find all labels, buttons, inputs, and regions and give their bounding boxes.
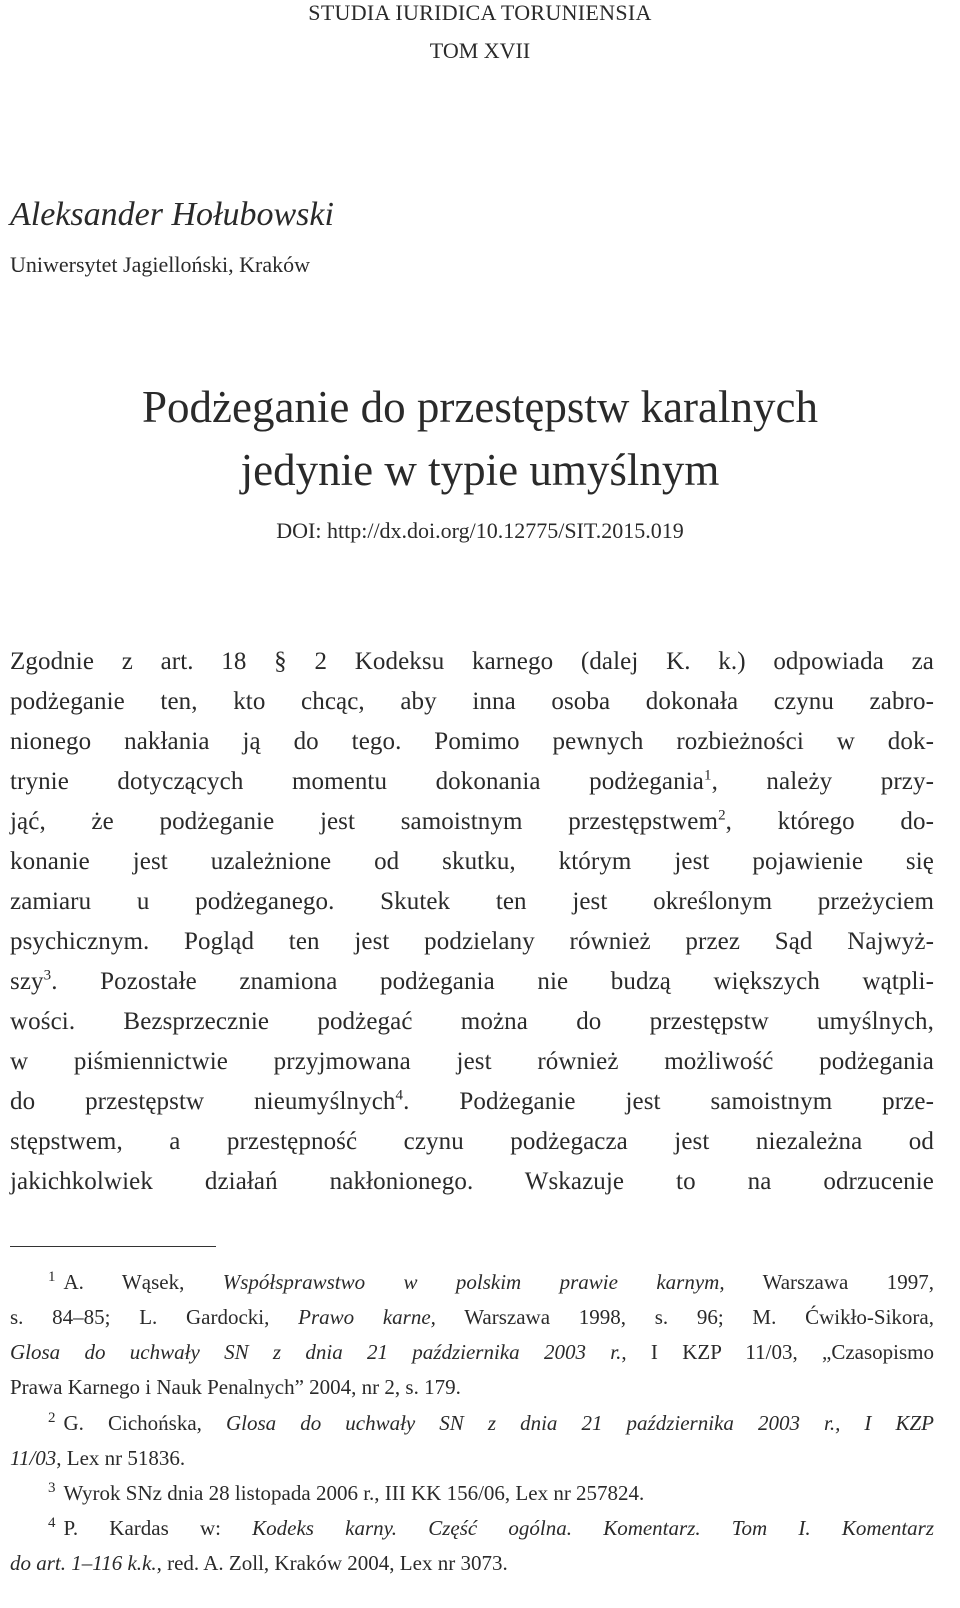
body-line: stępstwem, a przestępność czynu podżegacza jest niezależna od	[10, 1128, 934, 1155]
body-text-span: do przestępstw nieumyślnych	[10, 1088, 396, 1115]
footnote-number: 4	[48, 1515, 56, 1531]
footnote-number: 3	[48, 1480, 56, 1496]
footnote-4-line	[10, 1516, 934, 1541]
footnote-1-line	[10, 1305, 934, 1330]
footnote-ref-3[interactable]: 3	[43, 967, 52, 984]
body-line: nionego nakłania ją do tego. Pomimo pewnych rozbieżności w dok-	[10, 728, 934, 755]
body-line: wości. Bezsprzecznie podżegać można do przestępstw umyślnych,	[10, 1008, 934, 1035]
footnote-text: Warszawa 1997,	[724, 1270, 934, 1294]
author-name: Aleksander Hołubowski	[10, 196, 334, 233]
footnote-4-line	[10, 1551, 934, 1576]
article-title-line-1: Podżeganie do przestępstw karalnych	[141, 382, 818, 432]
footnote-title: 11/03	[10, 1446, 57, 1470]
footnote-text: Wyrok SNz dnia 28 listopada 2006 r., III KK 156/06, Lex nr 257824.	[63, 1481, 645, 1505]
body-line: zamiaru u podżeganego. Skutek ten jest określonym przeżyciem	[10, 888, 934, 915]
doi-link[interactable]: DOI: http://dx.doi.org/10.12775/SIT.2015.019	[276, 518, 684, 543]
footnote-title: Kodeks karny. Część ogólna. Komentarz. Tom I. Komentarz	[252, 1516, 935, 1540]
footnote-text: , I KZP 11/03, „Czasopismo	[621, 1340, 934, 1364]
body-line	[10, 808, 934, 836]
author-affiliation: Uniwersytet Jagielloński, Kraków	[10, 252, 310, 277]
footnote-text: , Lex nr 51836.	[56, 1446, 186, 1470]
body-line	[10, 968, 934, 996]
article-title-line-2: jedynie w typie umyślnym	[240, 445, 720, 495]
footnote-text: A. Wąsek,	[63, 1270, 223, 1294]
body-text-span: , którego do-	[725, 808, 935, 835]
body-line	[10, 768, 934, 796]
body-line: jakichkolwiek działań nakłonionego. Wskazuje to na odrzucenie	[10, 1168, 934, 1195]
body-line: w piśmiennictwie przyjmowana jest również możliwość podżegania	[10, 1048, 934, 1075]
footnote-title: Współsprawstwo w polskim prawie karnym,	[222, 1270, 725, 1294]
footnote-text: s. 84–85; L. Gardocki,	[10, 1305, 299, 1329]
footnote-text: P. Kardas w:	[63, 1516, 253, 1540]
footnote-1-line	[10, 1340, 934, 1365]
footnote-2-line	[10, 1411, 934, 1436]
footnote-ref-1[interactable]: 1	[703, 767, 712, 784]
footnote-ref-2[interactable]: 2	[718, 807, 726, 824]
body-text-span: trynie dotyczących momentu dokonania podżegania	[10, 768, 704, 795]
footnote-title: Prawo karne,	[298, 1305, 436, 1329]
body-text-span: szy	[10, 968, 44, 995]
body-text-span: jąć, że podżeganie jest samoistnym przestępstwem	[10, 808, 719, 835]
footnote-1-line	[10, 1270, 934, 1295]
body-line: podżeganie ten, kto chcąc, aby inna osoba dokonała czynu zabro-	[10, 688, 934, 715]
body-line: Zgodnie z art. 18 § 2 Kodeksu karnego (dalej K. k.) odpowiada za	[10, 648, 934, 675]
footnote-title: do art. 1–116 k.k.	[10, 1551, 157, 1575]
body-line: psychicznym. Pogląd ten jest podzielany również przez Sąd Najwyż-	[10, 928, 934, 955]
footnote-number: 2	[48, 1410, 56, 1426]
footnote-2-line	[10, 1446, 934, 1471]
footnote-3-line	[10, 1481, 934, 1506]
footnote-text: Prawa Karnego i Nauk Penalnych” 2004, nr 2, s. 179.	[10, 1375, 461, 1399]
journal-volume: TOM XVII	[429, 38, 531, 63]
footnote-title: Glosa do uchwały SN z dnia 21 października 2003 r.	[10, 1340, 622, 1364]
body-text-span: . Pozostałe znamiona podżegania nie budzą większych wątpli-	[51, 968, 934, 995]
journal-name: STUDIA IURIDICA TORUNIENSIA	[308, 0, 652, 25]
body-line	[10, 1088, 934, 1116]
body-text-span: , należy przy-	[711, 768, 934, 795]
footnote-title: Glosa do uchwały SN z dnia 21 października 2003 r., I KZP	[225, 1411, 934, 1435]
footnote-1-line	[10, 1375, 934, 1400]
footnote-text: G. Cichońska,	[63, 1411, 226, 1435]
footnote-ref-4[interactable]: 4	[395, 1087, 404, 1104]
footnote-text: Warszawa 1998, s. 96; M. Ćwikło-Sikora,	[435, 1305, 934, 1329]
footnote-text: , red. A. Zoll, Kraków 2004, Lex nr 3073.	[156, 1551, 508, 1575]
footnote-number: 1	[48, 1269, 56, 1285]
footnote-divider	[10, 1246, 216, 1247]
body-line: konanie jest uzależnione od skutku, którym jest pojawienie się	[10, 848, 934, 875]
body-text-span: . Podżeganie jest samoistnym prze-	[403, 1088, 935, 1115]
